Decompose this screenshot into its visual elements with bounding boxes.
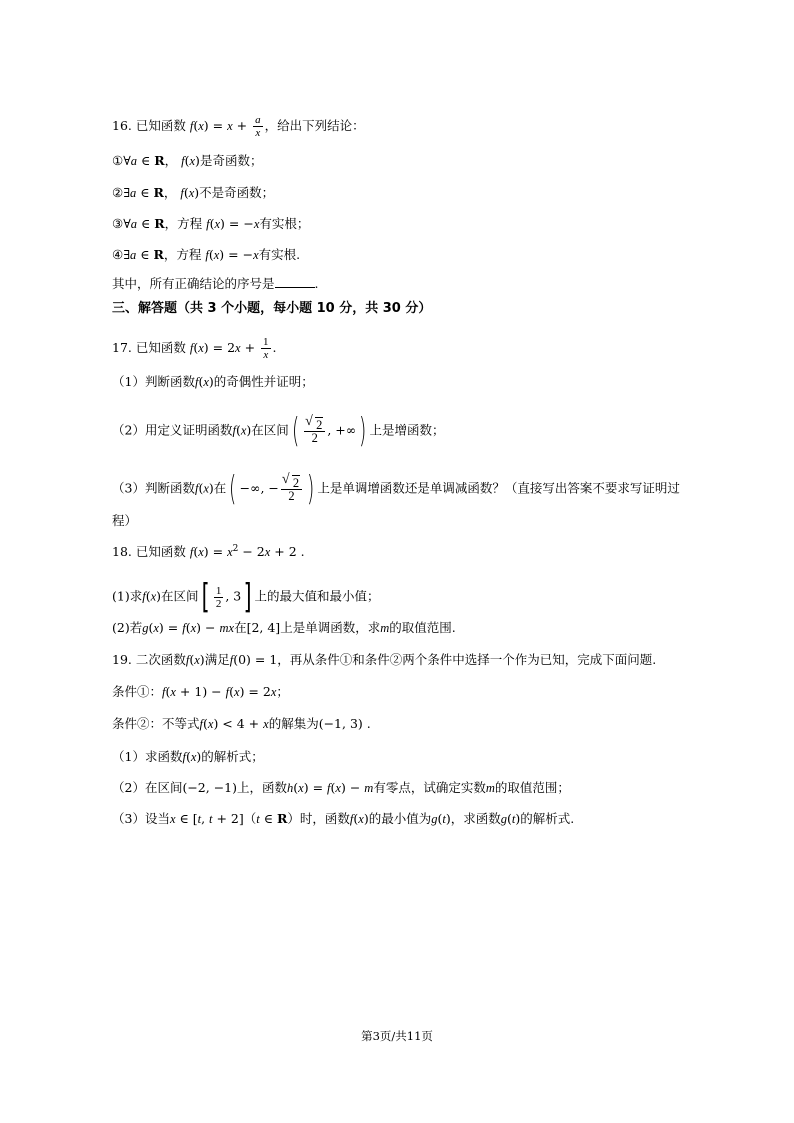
q16-choice-4: ④∃a ∈ R，方程 f(x) = −x有实根. xyxy=(112,247,301,262)
q17-part-3: （3）判断函数f(x)在( −∞, − √ $\frac{2}{2}$ ) 上是单调增函数还是单调减函数？（直接写出答案不要求写证明过 xyxy=(112,472,682,506)
q19-stem: 19. 二次函数f(x)满足f(0) = 1，再从条件①和条件②两个条件中选择一个作为已知，完成下面问题. xyxy=(112,652,657,667)
q18-stem: 18. 已知函数 $f(x) = x^2 - 2x + 2$ . xyxy=(112,544,305,560)
q16-fraction: $\frac{a}{x}$ xyxy=(255,114,261,139)
q16-function: f xyxy=(189,119,194,133)
q19-part-3: （3）设当x ∈ [t, t + 2]（t ∈ R）时，函数f(x)的最小值为g(t)，求函数g(t)的解析式. xyxy=(112,811,575,826)
q17-stem: 17. 已知函数 f(x) = 2x + $\frac{1}{x}$ . xyxy=(112,336,277,361)
q17-part-1: （1）判断函数f(x)的奇偶性并证明； xyxy=(112,374,314,389)
q18-part-1: (1)求f(x)在区间[ $\frac{1}{2}$ , 3] 上的最大值和最小值； xyxy=(112,577,380,617)
q19-part-2: （2）在区间(−2, −1)上，函数h(x) = f(x) − m有零点，试确定实数m的取值范围； xyxy=(112,780,570,795)
q16-stem: 16. 已知函数 f(x) = x + $\frac{a}{x}$ ，给出下列结论： xyxy=(112,114,365,139)
q16-choice-3: ③∀a ∈ R，方程 f(x) = −x有实根； xyxy=(112,216,310,231)
q17-fraction: $\frac{1}{x}$ xyxy=(263,336,269,361)
q16-choice-1: ①∀a ∈ R， f(x)是奇函数； xyxy=(112,153,263,168)
q17-part-3-cont: 程） xyxy=(112,513,138,528)
q19-condition-2: 条件②：不等式f(x) < 4 + x的解集为(−1, 3) . xyxy=(112,716,371,731)
q19-part-1: （1）求函数f(x)的解析式； xyxy=(112,749,264,764)
q17-part-2: （2）用定义证明函数f(x)在区间( √ $\frac{2}{2}$ , +∞) 上是增函数； xyxy=(112,414,682,448)
page-number: 第3页/共11页 xyxy=(361,1029,433,1043)
q18-part-2: (2)若g(x) = f(x) − mx在[2, 4]上是单调函数，求m的取值范围. xyxy=(112,620,456,635)
q16-answer-line: 其中，所有正确结论的序号是 . xyxy=(112,276,319,291)
answer-blank[interactable] xyxy=(275,275,315,288)
q19-condition-1: 条件①：f(x + 1) − f(x) = 2x； xyxy=(112,684,289,699)
q16-choice-2: ②∃a ∈ R， f(x)不是奇函数； xyxy=(112,185,275,200)
section-heading: 三、解答题（共 3 个小题，每小题 10 分，共 30 分） xyxy=(112,301,432,316)
